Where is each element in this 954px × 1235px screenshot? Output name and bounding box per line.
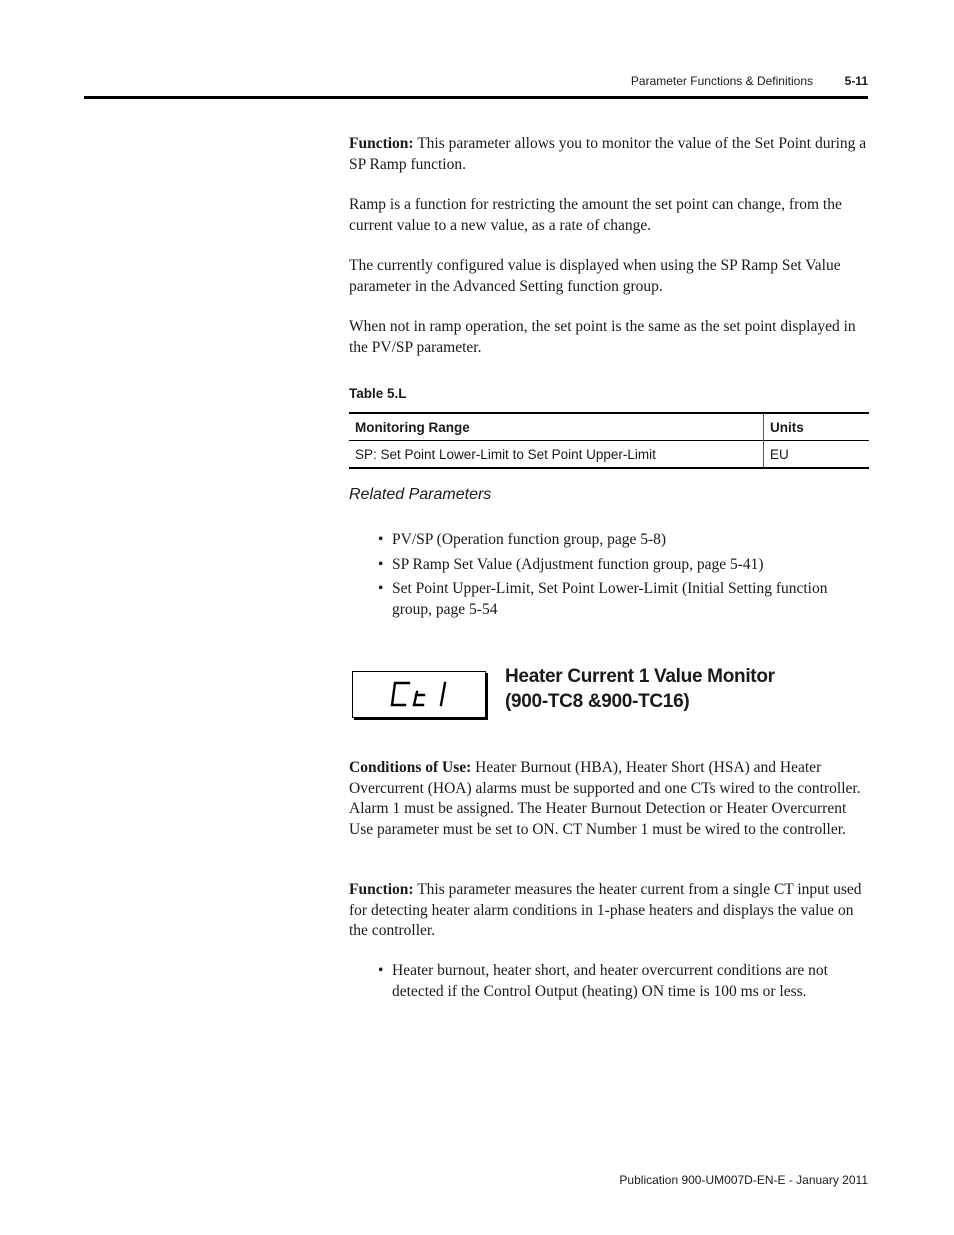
header-rule: [84, 96, 868, 99]
function-label: Function:: [349, 135, 414, 152]
related-parameters-list: [378, 530, 868, 620]
conditions-label: Conditions of Use:: [349, 759, 472, 776]
heater-note-list: [378, 961, 868, 1002]
table-row: [349, 441, 869, 469]
intro-not-ramp-paragraph: [349, 317, 869, 358]
related-parameters-list-wrapper: [378, 530, 868, 620]
section-heading: [505, 664, 775, 714]
lcd-display-box: [352, 671, 486, 718]
ramp-paragraph-text: Ramp is a function for restricting the amount the set point can change, from the current value to a new value, as a rate of change.: [349, 196, 842, 234]
page-number: 5-11: [844, 74, 868, 88]
list-item: • Heater burnout, heater short, and heater overcurrent conditions are not detected if the Control Output (heating) ON time is 100 ms or less.: [378, 961, 868, 1002]
lcd-ct1-display-icon: [353, 672, 485, 717]
function-label-2: Function:: [349, 881, 414, 898]
running-header: Parameter Functions & Definitions: [630, 74, 813, 88]
monitoring-table: [349, 412, 869, 469]
monitoring-table-wrapper: [349, 412, 869, 469]
list-item: • SP Ramp Set Value (Adjustment function group, page 5-41): [378, 555, 868, 576]
table-cell-range: SP: Set Point Lower-Limit to Set Point Upper-Limit: [349, 441, 764, 469]
heater-note-list-wrapper: [378, 961, 868, 1002]
table-header-row: [349, 413, 869, 441]
conditions-paragraph: [349, 758, 869, 840]
intro-ramp-paragraph: [349, 195, 869, 236]
table-caption: Table 5.L: [349, 386, 407, 401]
publication-footer: Publication 900-UM007D-EN-E - January 2011: [619, 1173, 868, 1187]
list-item: • PV/SP (Operation function group, page 5-8): [378, 530, 868, 551]
not-ramp-paragraph-text: When not in ramp operation, the set point is the same as the set point displayed in the PV/SP parameter.: [349, 318, 856, 356]
configured-paragraph-text: The currently configured value is displayed when using the SP Ramp Set Value parameter in the Advanced Setting function group.: [349, 257, 841, 295]
function-text: This parameter allows you to monitor the value of the Set Point during a SP Ramp function.: [349, 135, 867, 173]
function-paragraph: [349, 880, 869, 942]
related-parameters-title: Related Parameters: [349, 486, 492, 503]
conditions-text: Heater Burnout (HBA), Heater Short (HSA) and Heater Overcurrent (HOA) alarms must be supported and one CTs wired to the controller. Alarm 1 must be assigned. The Heater Burnout Detection or Heater Overcurrent Use parameter must be set to ON. CT Number 1 must be wired to the controller.: [349, 759, 861, 838]
table-cell-units: EU: [770, 446, 789, 462]
intro-configured-paragraph: [349, 256, 869, 297]
intro-function-paragraph: [349, 134, 869, 175]
table-header-units: Units: [770, 419, 804, 435]
heading-line-1: Heater Current 1 Value Monitor: [505, 666, 775, 687]
table-header-monitoring-range: Monitoring Range: [349, 413, 764, 441]
heading-line-2: (900-TC8 &900-TC16): [505, 691, 690, 712]
function-text-2: This parameter measures the heater current from a single CT input used for detecting heater alarm conditions in 1-phase heaters and displays the value on the controller.: [349, 881, 862, 939]
list-item: • Set Point Upper-Limit, Set Point Lower-Limit (Initial Setting function group, page 5-54: [378, 579, 868, 620]
